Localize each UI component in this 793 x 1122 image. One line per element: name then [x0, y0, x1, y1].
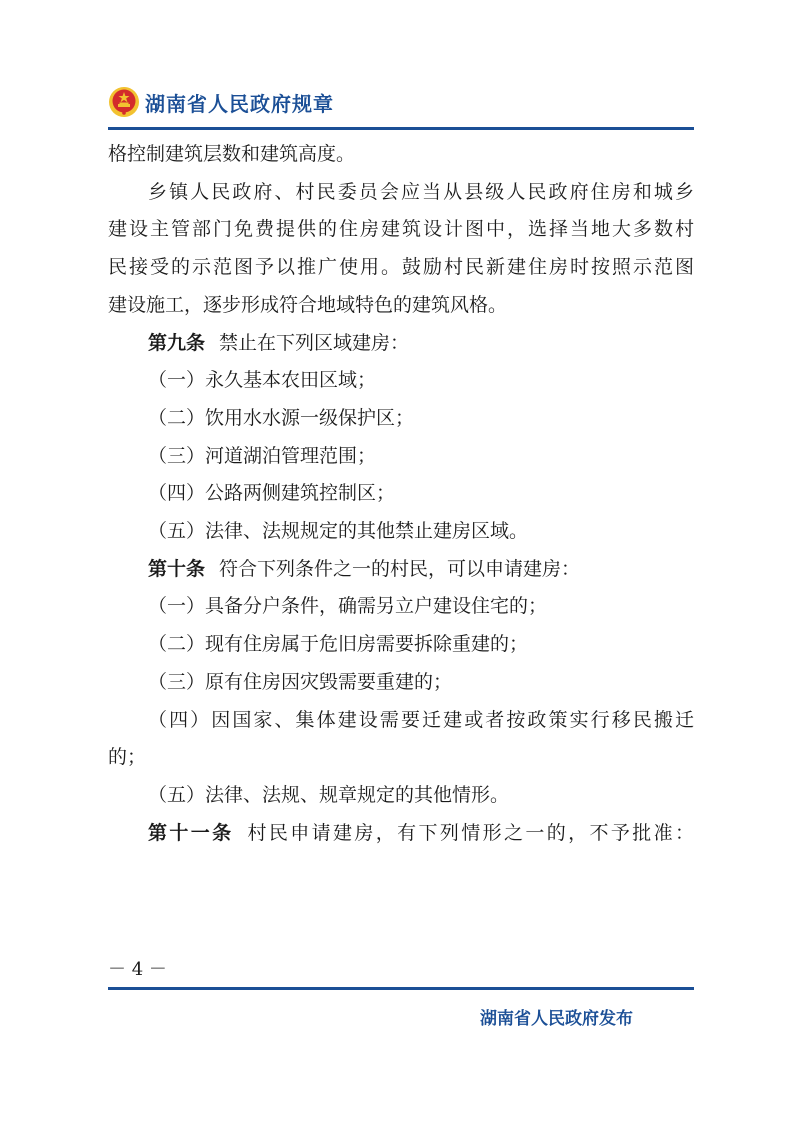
article-paragraph [108, 551, 694, 589]
header-title: 湖南省人民政府规章 [145, 91, 334, 116]
footer-divider [108, 987, 694, 990]
list-item-text: （五）法律、法规规定的其他禁止建房区域。 [148, 520, 529, 543]
paragraph-text: 民接受的示范图予以推广使用。鼓励村民新建住房时按照示范图 [108, 256, 694, 279]
list-item [108, 626, 694, 664]
article-paragraph [108, 815, 694, 853]
list-item-text: （一）永久基本农田区域； [148, 369, 377, 392]
list-item [108, 513, 694, 551]
list-item-text: 的； [108, 746, 147, 769]
paragraph [108, 211, 694, 249]
list-item-text: （五）法律、法规、规章规定的其他情形。 [148, 783, 510, 806]
list-item-text: （三）原有住房因灾毁需要重建的； [148, 670, 453, 693]
page-number: － 4 － [108, 959, 167, 980]
paragraph-text: 建设施工，逐步形成符合地域特色的建筑风格。 [108, 293, 508, 316]
paragraph [108, 287, 694, 325]
list-item-continuation [108, 739, 694, 777]
list-item [108, 475, 694, 513]
list-item [108, 438, 694, 476]
article-number: 第九条 [148, 331, 206, 354]
regulation-body [108, 136, 694, 852]
article-number: 第十一条 [148, 821, 234, 844]
paragraph-text: 乡镇人民政府、村民委员会应当从县级人民政府住房和城乡 [148, 180, 694, 203]
national-emblem-icon [108, 86, 140, 118]
paragraph-text: 禁止在下列区域建房： [219, 331, 410, 354]
header-divider [108, 127, 694, 130]
page-header [108, 84, 334, 120]
paragraph [108, 249, 694, 287]
list-item [108, 362, 694, 400]
list-item [108, 588, 694, 626]
list-item-text: （四）公路两侧建筑控制区； [148, 482, 396, 505]
article-paragraph [108, 325, 694, 363]
list-item-text: （二）饮用水水源一级保护区； [148, 406, 415, 429]
paragraph [108, 136, 694, 174]
paragraph-text: 格控制建筑层数和建筑高度。 [108, 143, 356, 165]
list-item-text: （三）河道湖泊管理范围； [148, 444, 377, 467]
paragraph-text: 建设主管部门免费提供的住房建筑设计图中，选择当地大多数村 [108, 218, 694, 241]
list-item [108, 702, 694, 740]
list-item [108, 664, 694, 702]
list-item-text: （四）因国家、集体建设需要迁建或者按政策实行移民搬迁 [148, 708, 694, 731]
article-number: 第十条 [148, 557, 206, 580]
paragraph-text: 符合下列条件之一的村民，可以申请建房： [219, 557, 581, 580]
paragraph-text: 村民申请建房，有下列情形之一的，不予批准： [247, 821, 694, 844]
list-item-text: （一）具备分户条件，确需另立户建设住宅的； [148, 595, 548, 618]
list-item-text: （二）现有住房属于危旧房需要拆除重建的； [148, 633, 529, 656]
paragraph [108, 174, 694, 212]
list-item [108, 400, 694, 438]
footer-publisher: 湖南省人民政府发布 [480, 1009, 633, 1029]
list-item [108, 777, 694, 815]
